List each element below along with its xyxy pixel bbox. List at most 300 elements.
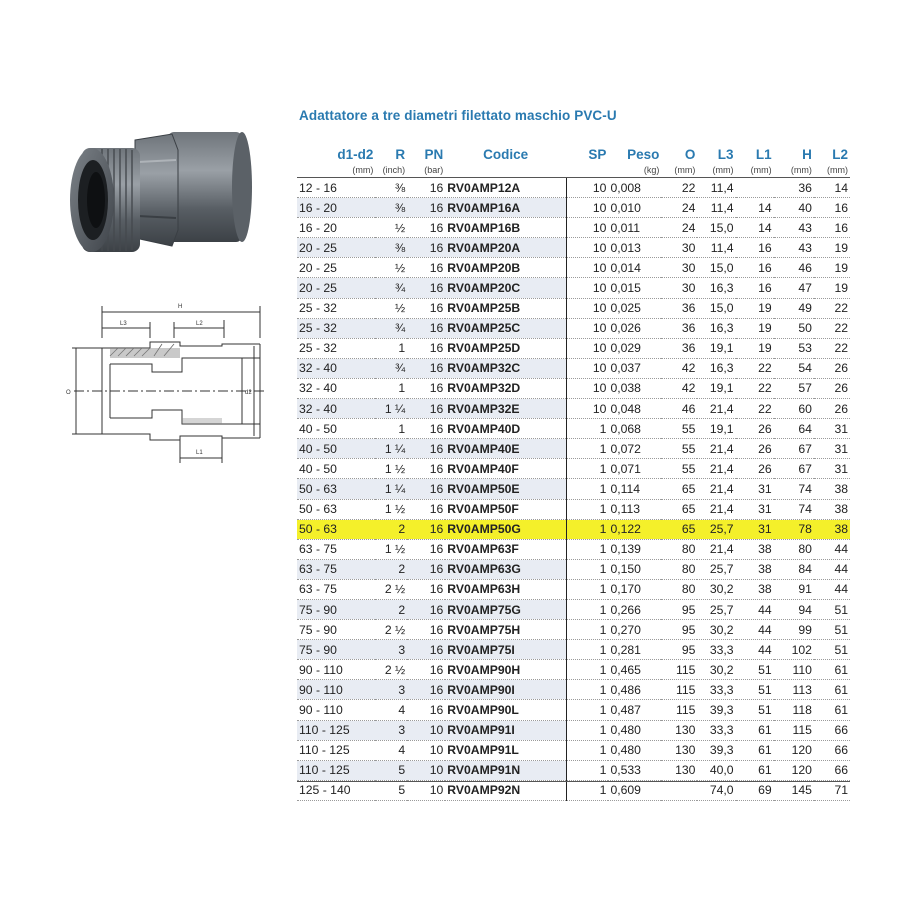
cell-o: 80 (661, 539, 697, 559)
cell-codice: RV0AMP75H (445, 620, 566, 640)
cell-codice: RV0AMP25D (445, 338, 566, 358)
cell-l2: 44 (814, 579, 850, 599)
cell-peso: 0,266 (608, 599, 661, 619)
cell-h: 46 (774, 258, 814, 278)
cell-l3: 11,4 (697, 198, 735, 218)
cell-codice: RV0AMP63F (445, 539, 566, 559)
cell-l3: 21,4 (697, 399, 735, 419)
cell-l1: 22 (736, 378, 774, 398)
cell-sp: 1 (566, 620, 608, 640)
table-row (297, 198, 850, 218)
cell-codice: RV0AMP32D (445, 378, 566, 398)
cell-h: 64 (774, 419, 814, 439)
table-row (297, 620, 850, 640)
cell-l2: 51 (814, 599, 850, 619)
cell-peso: 0,281 (608, 640, 661, 660)
col-unit: (mm) (297, 164, 375, 178)
col-unit: (mm) (736, 164, 774, 178)
cell-l3: 30,2 (697, 660, 735, 680)
table-bottom-rule (297, 781, 850, 782)
cell-pn: 16 (407, 298, 445, 318)
cell-h: 67 (774, 439, 814, 459)
cell-r: ½ (375, 218, 407, 238)
cell-peso: 0,013 (608, 238, 661, 258)
cell-l1: 16 (736, 278, 774, 298)
cell-o: 115 (661, 700, 697, 720)
cell-peso: 0,139 (608, 539, 661, 559)
cell-o (661, 780, 697, 800)
table-row (297, 399, 850, 419)
cell-l3: 33,3 (697, 640, 735, 660)
table-row (297, 238, 850, 258)
cell-r: 2 ½ (375, 620, 407, 640)
cell-pn: 10 (407, 760, 445, 780)
cell-peso: 0,068 (608, 419, 661, 439)
cell-l2: 71 (814, 780, 850, 800)
cell-l1: 51 (736, 700, 774, 720)
cell-o: 80 (661, 559, 697, 579)
cell-d1-d2: 110 - 125 (297, 720, 375, 740)
cell-o: 130 (661, 740, 697, 760)
cell-sp: 10 (566, 278, 608, 298)
cell-l1: 61 (736, 740, 774, 760)
col-header: L2 (832, 147, 848, 162)
cell-l3: 19,1 (697, 419, 735, 439)
cell-h: 43 (774, 218, 814, 238)
cell-codice: RV0AMP91N (445, 760, 566, 780)
cell-peso: 0,029 (608, 338, 661, 358)
cell-pn: 16 (407, 419, 445, 439)
table-row (297, 479, 850, 499)
cell-peso: 0,114 (608, 479, 661, 499)
cell-peso: 0,025 (608, 298, 661, 318)
cell-pn: 16 (407, 399, 445, 419)
cell-peso: 0,486 (608, 680, 661, 700)
cell-peso: 0,465 (608, 660, 661, 680)
svg-text:L1: L1 (196, 450, 203, 456)
cell-l1: 22 (736, 399, 774, 419)
cell-l2: 38 (814, 519, 850, 539)
cell-pn: 16 (407, 499, 445, 519)
cell-l3: 39,3 (697, 700, 735, 720)
cell-sp: 1 (566, 419, 608, 439)
cell-o: 95 (661, 640, 697, 660)
cell-l3: 15,0 (697, 298, 735, 318)
cell-codice: RV0AMP50E (445, 479, 566, 499)
cell-o: 65 (661, 519, 697, 539)
cell-l2: 14 (814, 178, 850, 198)
page-title: Adattatore a tre diametri filettato maschio PVC-U (299, 108, 617, 123)
table-row (297, 258, 850, 278)
cell-pn: 16 (407, 479, 445, 499)
table-row (297, 218, 850, 238)
cell-o: 30 (661, 258, 697, 278)
cell-d1-d2: 25 - 32 (297, 318, 375, 338)
col-header: R (395, 147, 406, 162)
cell-l3: 19,1 (697, 338, 735, 358)
technical-drawing (62, 298, 272, 470)
col-unit (445, 164, 566, 178)
cell-codice: RV0AMP90H (445, 660, 566, 680)
cell-o: 42 (661, 378, 697, 398)
cell-peso: 0,533 (608, 760, 661, 780)
cell-h: 78 (774, 519, 814, 539)
cell-h: 50 (774, 318, 814, 338)
cell-h: 47 (774, 278, 814, 298)
table-row (297, 760, 850, 780)
cell-d1-d2: 40 - 50 (297, 439, 375, 459)
cell-d1-d2: 63 - 75 (297, 579, 375, 599)
cell-codice: RV0AMP25C (445, 318, 566, 338)
cell-sp: 10 (566, 318, 608, 338)
cell-codice: RV0AMP40F (445, 459, 566, 479)
cell-peso: 0,037 (608, 358, 661, 378)
cell-l3: 30,2 (697, 620, 735, 640)
cell-l1: 14 (736, 198, 774, 218)
cell-peso: 0,480 (608, 720, 661, 740)
cell-l2: 66 (814, 740, 850, 760)
cell-l1: 16 (736, 258, 774, 278)
cell-l3: 15,0 (697, 218, 735, 238)
table-row (297, 579, 850, 599)
table-row (297, 338, 850, 358)
cell-o: 55 (661, 419, 697, 439)
cell-d1-d2: 32 - 40 (297, 399, 375, 419)
cell-o: 36 (661, 318, 697, 338)
cell-l3: 74,0 (697, 780, 735, 800)
cell-r: ¾ (375, 278, 407, 298)
cell-peso: 0,038 (608, 378, 661, 398)
cell-sp: 10 (566, 238, 608, 258)
cell-h: 80 (774, 539, 814, 559)
cell-l2: 22 (814, 338, 850, 358)
col-header: d1-d2 (337, 147, 374, 162)
cell-o: 65 (661, 479, 697, 499)
col-header: L1 (755, 147, 772, 162)
cell-l1: 16 (736, 238, 774, 258)
cell-peso: 0,113 (608, 499, 661, 519)
cell-pn: 16 (407, 258, 445, 278)
cell-h: 118 (774, 700, 814, 720)
cell-l1: 14 (736, 218, 774, 238)
cell-o: 55 (661, 459, 697, 479)
cell-h: 91 (774, 579, 814, 599)
cell-h: 49 (774, 298, 814, 318)
cell-r: 2 ½ (375, 579, 407, 599)
cell-pn: 10 (407, 720, 445, 740)
cell-r: 1 ¼ (375, 439, 407, 459)
table-row (297, 178, 850, 198)
table-row (297, 680, 850, 700)
svg-text:L3: L3 (120, 321, 127, 327)
cell-l3: 25,7 (697, 599, 735, 619)
cell-sp: 1 (566, 539, 608, 559)
cell-pn: 16 (407, 519, 445, 539)
cell-h: 145 (774, 780, 814, 800)
cell-pn: 16 (407, 198, 445, 218)
cell-d1-d2: 32 - 40 (297, 358, 375, 378)
cell-o: 130 (661, 720, 697, 740)
table-row (297, 419, 850, 439)
cell-sp: 1 (566, 760, 608, 780)
cell-h: 120 (774, 760, 814, 780)
cell-o: 130 (661, 760, 697, 780)
cell-pn: 16 (407, 640, 445, 660)
cell-l1: 61 (736, 720, 774, 740)
cell-d1-d2: 40 - 50 (297, 419, 375, 439)
cell-l2: 51 (814, 640, 850, 660)
cell-peso: 0,122 (608, 519, 661, 539)
cell-r: ⅜ (375, 178, 407, 198)
table-row (297, 358, 850, 378)
cell-l2: 51 (814, 620, 850, 640)
cell-l1: 44 (736, 640, 774, 660)
cell-d1-d2: 20 - 25 (297, 238, 375, 258)
cell-codice: RV0AMP63H (445, 579, 566, 599)
col-header: SP (588, 147, 607, 162)
cell-l1: 31 (736, 499, 774, 519)
col-unit: (mm) (697, 164, 735, 178)
cell-codice: RV0AMP25B (445, 298, 566, 318)
cell-l1: 69 (736, 780, 774, 800)
pvc-adapter-photo-icon (60, 120, 260, 285)
cell-pn: 16 (407, 378, 445, 398)
cell-l1: 51 (736, 680, 774, 700)
cell-l1: 26 (736, 419, 774, 439)
cell-sp: 1 (566, 720, 608, 740)
cell-l1: 19 (736, 318, 774, 338)
technical-drawing-icon (62, 298, 272, 470)
cell-codice: RV0AMP92N (445, 780, 566, 800)
cell-peso: 0,015 (608, 278, 661, 298)
cell-pn: 16 (407, 439, 445, 459)
cell-peso: 0,071 (608, 459, 661, 479)
cell-h: 113 (774, 680, 814, 700)
cell-pn: 16 (407, 620, 445, 640)
cell-l2: 31 (814, 459, 850, 479)
cell-l3: 33,3 (697, 720, 735, 740)
cell-l2: 38 (814, 479, 850, 499)
cell-r: 3 (375, 640, 407, 660)
cell-l3: 30,2 (697, 579, 735, 599)
cell-h: 57 (774, 378, 814, 398)
col-header: Peso (627, 147, 660, 162)
cell-codice: RV0AMP20B (445, 258, 566, 278)
cell-l1: 26 (736, 439, 774, 459)
cell-o: 115 (661, 660, 697, 680)
cell-l3: 16,3 (697, 278, 735, 298)
cell-h: 43 (774, 238, 814, 258)
cell-l2: 26 (814, 358, 850, 378)
cell-o: 22 (661, 178, 697, 198)
cell-pn: 16 (407, 559, 445, 579)
cell-l1: 61 (736, 760, 774, 780)
cell-peso: 0,048 (608, 399, 661, 419)
cell-l1: 44 (736, 599, 774, 619)
cell-d1-d2: 50 - 63 (297, 499, 375, 519)
cell-d1-d2: 12 - 16 (297, 178, 375, 198)
cell-h: 102 (774, 640, 814, 660)
cell-peso: 0,480 (608, 740, 661, 760)
cell-l3: 25,7 (697, 519, 735, 539)
cell-codice: RV0AMP50F (445, 499, 566, 519)
cell-h: 36 (774, 178, 814, 198)
cell-l3: 16,3 (697, 318, 735, 338)
cell-d1-d2: 75 - 90 (297, 640, 375, 660)
cell-r: ¾ (375, 318, 407, 338)
cell-l3: 21,4 (697, 499, 735, 519)
cell-d1-d2: 20 - 25 (297, 278, 375, 298)
cell-l1: 51 (736, 660, 774, 680)
cell-sp: 1 (566, 660, 608, 680)
table-row (297, 539, 850, 559)
cell-l1 (736, 178, 774, 198)
cell-sp: 1 (566, 640, 608, 660)
col-unit (566, 164, 608, 178)
cell-codice: RV0AMP16A (445, 198, 566, 218)
cell-peso: 0,008 (608, 178, 661, 198)
cell-l2: 38 (814, 499, 850, 519)
cell-pn: 16 (407, 218, 445, 238)
table-row (297, 318, 850, 338)
cell-r: 2 (375, 599, 407, 619)
table-row (297, 378, 850, 398)
table-row (297, 298, 850, 318)
table-row (297, 519, 850, 539)
cell-pn: 16 (407, 358, 445, 378)
cell-l1: 38 (736, 579, 774, 599)
cell-sp: 1 (566, 680, 608, 700)
cell-pn: 16 (407, 660, 445, 680)
col-unit: (mm) (814, 164, 850, 178)
cell-l1: 38 (736, 539, 774, 559)
cell-d1-d2: 63 - 75 (297, 559, 375, 579)
cell-d1-d2: 16 - 20 (297, 218, 375, 238)
cell-h: 40 (774, 198, 814, 218)
cell-sp: 1 (566, 700, 608, 720)
cell-o: 36 (661, 338, 697, 358)
svg-text:L2: L2 (196, 321, 203, 327)
cell-peso: 0,270 (608, 620, 661, 640)
cell-l3: 11,4 (697, 238, 735, 258)
cell-l2: 26 (814, 378, 850, 398)
cell-r: 4 (375, 740, 407, 760)
cell-h: 110 (774, 660, 814, 680)
cell-l2: 66 (814, 720, 850, 740)
col-header: Codice (483, 147, 529, 162)
cell-l3: 33,3 (697, 680, 735, 700)
cell-peso: 0,072 (608, 439, 661, 459)
col-header: PN (424, 147, 444, 162)
cell-peso: 0,011 (608, 218, 661, 238)
cell-h: 53 (774, 338, 814, 358)
cell-l3: 39,3 (697, 740, 735, 760)
cell-d1-d2: 25 - 32 (297, 298, 375, 318)
cell-o: 36 (661, 298, 697, 318)
cell-pn: 16 (407, 338, 445, 358)
table-row (297, 559, 850, 579)
cell-l1: 38 (736, 559, 774, 579)
cell-l2: 66 (814, 760, 850, 780)
cell-pn: 16 (407, 178, 445, 198)
table-row (297, 640, 850, 660)
cell-l2: 19 (814, 238, 850, 258)
svg-text:H: H (178, 304, 183, 310)
cell-l3: 15,0 (697, 258, 735, 278)
svg-text:O: O (66, 390, 71, 396)
cell-peso: 0,014 (608, 258, 661, 278)
cell-o: 24 (661, 218, 697, 238)
cell-l3: 21,4 (697, 439, 735, 459)
col-unit: (kg) (608, 164, 661, 178)
cell-r: 1 ¼ (375, 479, 407, 499)
col-unit: (bar) (407, 164, 445, 178)
cell-peso: 0,010 (608, 198, 661, 218)
cell-d1-d2: 110 - 125 (297, 740, 375, 760)
cell-sp: 10 (566, 338, 608, 358)
cell-sp: 10 (566, 399, 608, 419)
cell-o: 30 (661, 278, 697, 298)
cell-r: 4 (375, 700, 407, 720)
cell-l1: 31 (736, 519, 774, 539)
cell-sp: 1 (566, 519, 608, 539)
cell-sp: 10 (566, 198, 608, 218)
cell-r: 2 ½ (375, 660, 407, 680)
cell-o: 80 (661, 579, 697, 599)
cell-o: 95 (661, 620, 697, 640)
cell-sp: 1 (566, 780, 608, 800)
cell-l1: 44 (736, 620, 774, 640)
cell-d1-d2: 125 - 140 (297, 780, 375, 800)
cell-sp: 10 (566, 178, 608, 198)
col-unit: (mm) (661, 164, 697, 178)
table-row (297, 780, 850, 800)
cell-l1: 19 (736, 338, 774, 358)
cell-pn: 16 (407, 318, 445, 338)
cell-l2: 31 (814, 419, 850, 439)
col-unit: (inch) (375, 164, 407, 178)
cell-h: 74 (774, 479, 814, 499)
table-row (297, 740, 850, 760)
cell-h: 67 (774, 459, 814, 479)
cell-l3: 21,4 (697, 539, 735, 559)
table-row (297, 439, 850, 459)
cell-h: 99 (774, 620, 814, 640)
cell-l3: 21,4 (697, 459, 735, 479)
cell-l1: 22 (736, 358, 774, 378)
cell-sp: 1 (566, 479, 608, 499)
cell-sp: 1 (566, 439, 608, 459)
cell-l1: 26 (736, 459, 774, 479)
cell-l3: 40,0 (697, 760, 735, 780)
cell-pn: 10 (407, 740, 445, 760)
cell-h: 54 (774, 358, 814, 378)
cell-h: 94 (774, 599, 814, 619)
cell-d1-d2: 90 - 110 (297, 660, 375, 680)
cell-codice: RV0AMP90I (445, 680, 566, 700)
cell-sp: 1 (566, 559, 608, 579)
cell-codice: RV0AMP40D (445, 419, 566, 439)
cell-r: ⅜ (375, 198, 407, 218)
cell-sp: 10 (566, 378, 608, 398)
cell-codice: RV0AMP91L (445, 740, 566, 760)
cell-o: 55 (661, 439, 697, 459)
cell-r: 1 ½ (375, 499, 407, 519)
cell-sp: 10 (566, 258, 608, 278)
cell-sp: 1 (566, 499, 608, 519)
cell-l3: 25,7 (697, 559, 735, 579)
cell-o: 95 (661, 599, 697, 619)
